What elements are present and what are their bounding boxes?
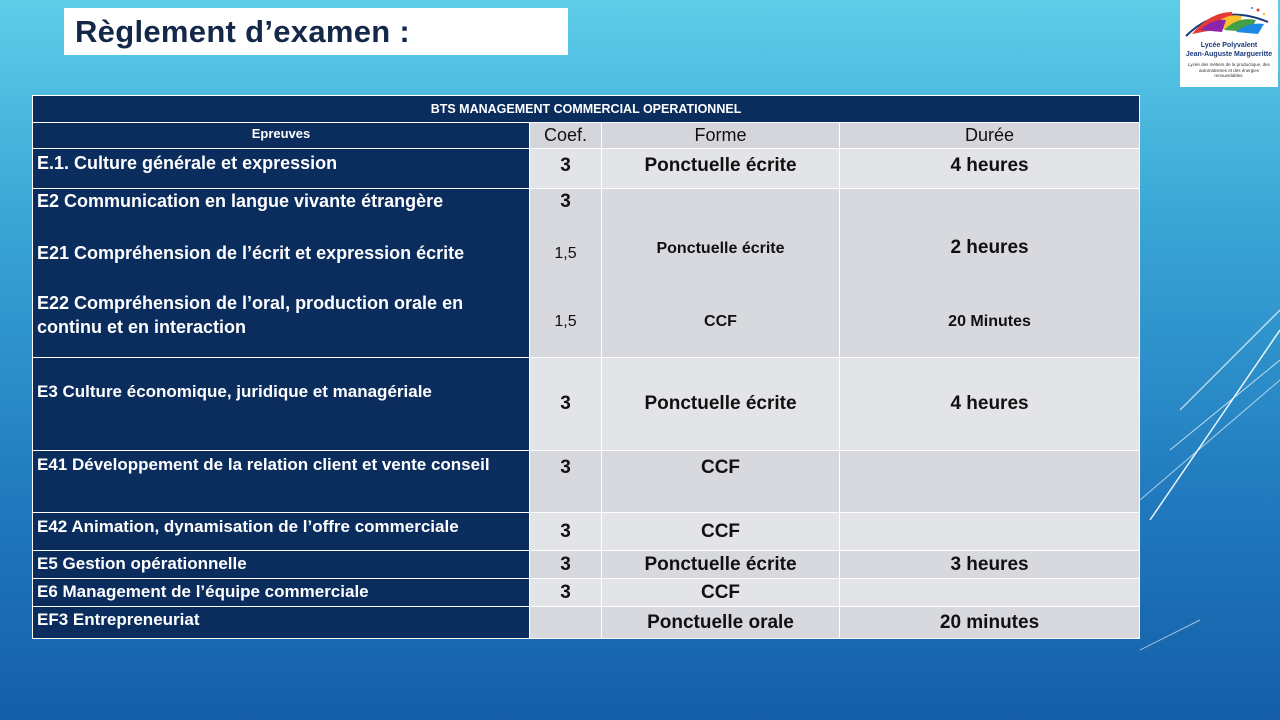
e42-duree: [840, 513, 1140, 551]
e2-duree-cell: [840, 189, 1140, 358]
header-duree: Durée: [840, 123, 1140, 149]
e6-coef: 3: [530, 579, 602, 607]
e1-forme: Ponctuelle écrite: [602, 149, 840, 189]
e41-label: E41 Développement de la relation client et vente conseil: [33, 451, 530, 513]
e22-duree: 20 Minutes: [948, 313, 1031, 330]
e2-coef-cell: [530, 189, 602, 358]
e2-label: E2 Communication en langue vivante étrangère: [37, 191, 444, 211]
e21-duree: 2 heures: [950, 237, 1029, 258]
ef3-forme: Ponctuelle orale: [602, 607, 840, 639]
title-box: [64, 8, 568, 55]
e1-label: E.1. Culture générale et expression: [33, 149, 530, 189]
e3-label: E3 Culture économique, juridique et managériale: [33, 358, 530, 451]
e6-label: E6 Management de l’équipe commerciale: [33, 579, 530, 607]
e3-duree: 4 heures: [840, 358, 1140, 451]
e22-forme: CCF: [704, 313, 737, 330]
e2-label-cell: [33, 189, 530, 358]
ef3-coef: [530, 607, 602, 639]
e3-forme: Ponctuelle écrite: [602, 358, 840, 451]
slide-title: Règlement d’examen :: [75, 14, 411, 49]
e2-coef: 3: [560, 191, 571, 212]
header-epreuves: Epreuves: [33, 123, 530, 149]
e5-coef: 3: [530, 551, 602, 579]
header-forme: Forme: [602, 123, 840, 149]
e6-forme: CCF: [602, 579, 840, 607]
e41-coef: 3: [530, 451, 602, 513]
e3-coef: 3: [530, 358, 602, 451]
e5-forme: Ponctuelle écrite: [602, 551, 840, 579]
logo-line2: Jean-Auguste Margueritte: [1185, 51, 1273, 58]
e22-coef: 1,5: [554, 313, 577, 330]
e42-coef: 3: [530, 513, 602, 551]
logo-tagline: Lycée des métiers de la productique, des automatismes et des énergies renouvelables.: [1188, 62, 1270, 78]
e21-forme: Ponctuelle écrite: [656, 240, 785, 257]
e5-label: E5 Gestion opérationnelle: [33, 551, 530, 579]
e42-label: E42 Animation, dynamisation de l’offre commerciale: [33, 513, 530, 551]
e41-forme: CCF: [602, 451, 840, 513]
ef3-duree: 20 minutes: [840, 607, 1140, 639]
header-coef: Coef.: [530, 123, 602, 149]
decorative-lines: [1140, 300, 1280, 660]
logo-line1: Lycée Polyvalent: [1200, 42, 1258, 49]
e6-duree: [840, 579, 1140, 607]
e1-coef: 3: [530, 149, 602, 189]
e21-label: E21 Compréhension de l’écrit et expression écrite: [37, 243, 465, 263]
e22-label: E22 Compréhension de l’oral, production orale en continu et en interaction: [37, 293, 464, 337]
e5-duree: 3 heures: [840, 551, 1140, 579]
ef3-label: EF3 Entrepreneuriat: [33, 607, 530, 639]
e41-duree: [840, 451, 1140, 513]
e2-forme-cell: [602, 189, 840, 358]
e1-duree: 4 heures: [840, 149, 1140, 189]
school-logo: [1180, 0, 1278, 87]
table-caption: BTS MANAGEMENT COMMERCIAL OPERATIONNEL: [33, 96, 1140, 123]
exam-table: [32, 95, 1140, 639]
e21-coef: 1,5: [554, 245, 577, 262]
logo-arch-icon: [1180, 0, 1278, 44]
e42-forme: CCF: [602, 513, 840, 551]
